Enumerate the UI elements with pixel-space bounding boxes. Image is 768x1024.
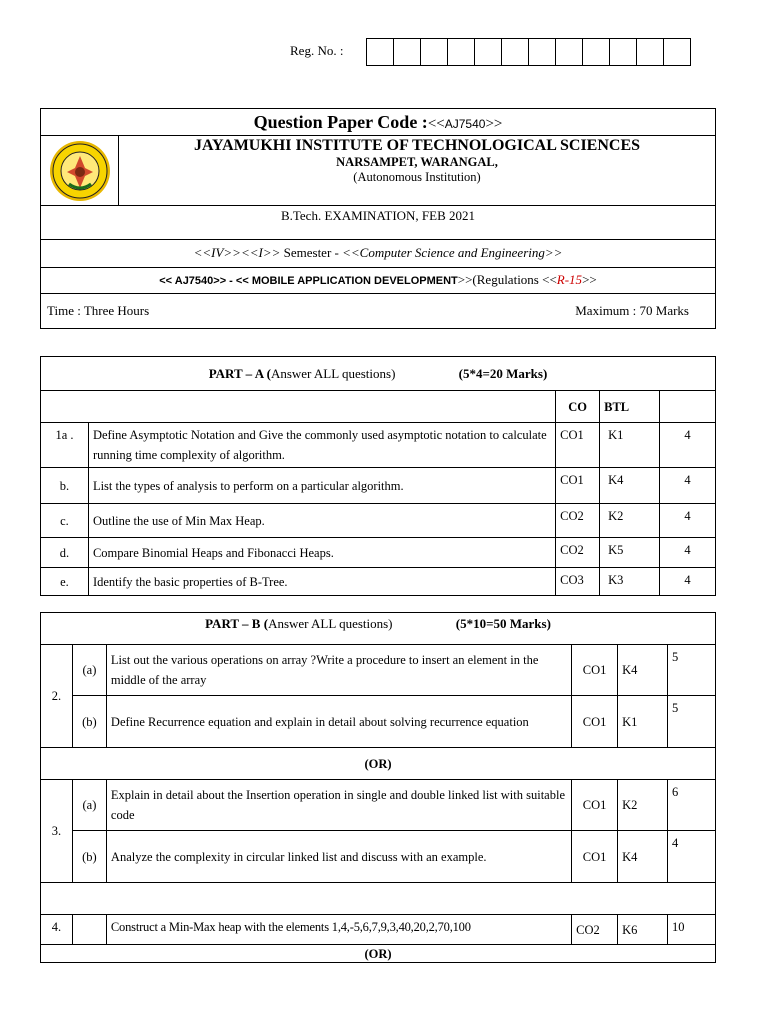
- reg-no-digit-box: [529, 38, 556, 66]
- reg-no-digit-box: [394, 38, 421, 66]
- reg-no-digit-box: [367, 38, 394, 66]
- institute-seal-icon: [47, 138, 113, 204]
- table-row: (b) Define Recurrence equation and explain in detail about solving recurrence equation CO1 K1 5: [41, 696, 716, 748]
- table-row: (b) Analyze the complexity in circular linked list and discuss with an example. CO1 K4 4: [41, 831, 716, 883]
- question-paper-code: Question Paper Code :<<AJ7540>>: [253, 112, 503, 132]
- part-a-table: [40, 356, 716, 596]
- time-marks-line: [41, 293, 715, 328]
- table-row: 3. (a) Explain in detail about the Insertion operation in single and double linked list with suitable code CO1 K2 6: [41, 780, 716, 831]
- table-row: c. Outline the use of Min Max Heap. CO2 K2 4: [41, 504, 716, 538]
- table-row: d. Compare Binomial Heaps and Fibonacci Heaps. CO2 K5 4: [41, 538, 716, 568]
- institute-name: JAYAMUKHI INSTITUTE OF TECHNOLOGICAL SCIENCES: [193, 137, 641, 154]
- reg-no-label: Reg. No. :: [290, 43, 344, 58]
- reg-no-digit-box: [664, 38, 691, 66]
- time-duration: Time : Three Hours: [47, 303, 150, 318]
- semester-line: <<IV>><<I>> Semester - <<Computer Science and Engineering>>: [41, 239, 715, 267]
- col-co: CO: [556, 391, 600, 423]
- reg-no-boxes: [366, 38, 691, 66]
- table-row: 1a . Define Asymptotic Notation and Give the commonly used asymptotic notation to calculate running time complexity of algorithm. CO1 K1 4: [41, 423, 716, 468]
- reg-no-digit-box: [448, 38, 475, 66]
- institute-logo: [41, 136, 119, 205]
- or-separator: (OR): [41, 945, 716, 963]
- reg-no-digit-box: [556, 38, 583, 66]
- reg-no-digit-box: [475, 38, 502, 66]
- reg-no-digit-box: [637, 38, 664, 66]
- course-line: << AJ7540>> - << MOBILE APPLICATION DEVELOPMENT>>(Regulations <<R-15>>: [41, 267, 715, 293]
- reg-no-digit-box: [610, 38, 637, 66]
- exam-title: B.Tech. EXAMINATION, FEB 2021: [41, 205, 715, 239]
- part-b-table: [40, 612, 716, 963]
- reg-no-digit-box: [502, 38, 529, 66]
- table-row: 2. (a) List out the various operations on array ?Write a procedure to insert an element in the middle of the array CO1 K4 5: [41, 645, 716, 696]
- paper-header: [40, 108, 716, 329]
- maximum-marks: Maximum : 70 Marks: [575, 303, 689, 318]
- table-row: 4. Construct a Min-Max heap with the elements 1,4,-5,6,7,9,3,40,20,2,70,100 CO2 K6 10: [41, 915, 716, 945]
- reg-no-digit-box: [421, 38, 448, 66]
- institute-status: (Autonomous Institution): [353, 170, 481, 184]
- table-row: e. Identify the basic properties of B-Tree. CO3 K3 4: [41, 568, 716, 596]
- table-row: b. List the types of analysis to perform on a particular algorithm. CO1 K4 4: [41, 468, 716, 504]
- institute-place: NARSAMPET, WARANGAL,: [336, 155, 498, 169]
- or-separator: (OR): [41, 748, 716, 780]
- reg-no-digit-box: [583, 38, 610, 66]
- part-b-heading: PART – B (Answer ALL questions) (5*10=50 Marks): [41, 613, 716, 645]
- col-btl: BTL: [600, 391, 660, 423]
- part-a-heading: PART – A (Answer ALL questions) (5*4=20 Marks): [41, 357, 716, 391]
